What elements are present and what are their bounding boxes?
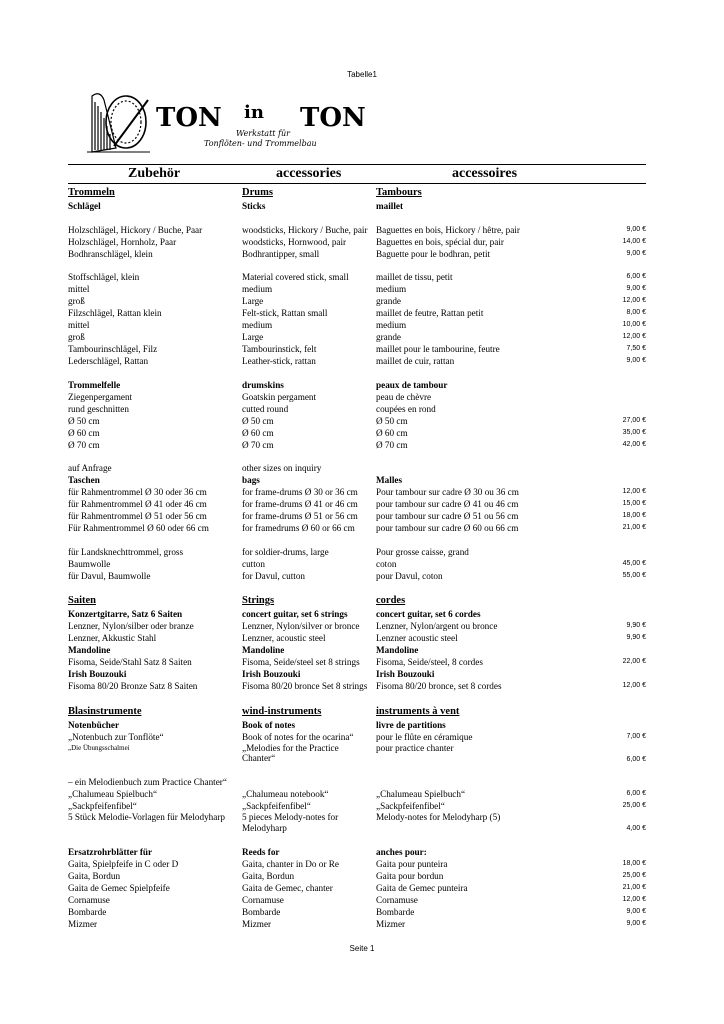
item-english: Book of notes [242,719,296,730]
table-row [68,486,646,498]
item-german: Lederschlägel, Rattan [68,356,149,366]
item-german: Gaita, Bordun [68,870,121,881]
item-german: mittel [68,320,90,330]
item-german: Cornamuse [68,894,110,905]
subheader-row [68,200,646,212]
item-english: Bombarde [242,906,281,917]
item-english: medium [242,284,273,294]
item-english: Drums [242,187,273,198]
item-price: 6,00 € [626,790,646,797]
item-german: Schlägel [68,201,101,211]
item-french: coton [376,558,397,569]
item-french: Gaita de Gemec punteira [376,882,468,893]
table-row [68,918,646,930]
item-french: Mandoline [376,645,419,655]
item-german: Fisoma 80/20 Bronze Satz 8 Saiten [68,681,198,691]
item-german: „Die Übungsschalmei [68,743,130,752]
item-english: Gaita, chanter in Do or Re [242,858,339,869]
item-english: Reeds for [242,846,280,857]
item-french: Ø 70 cm [376,439,408,450]
table-row [68,307,646,319]
item-german: Blasinstrumente [68,705,142,717]
table-row [68,632,646,644]
item-english: Lenzner, acoustic steel [242,633,326,643]
table-row [68,343,646,355]
item-french: maillet [376,201,404,211]
table-row [68,283,646,295]
subheader-row [68,379,646,391]
item-price: 21,00 € [622,883,646,891]
item-french: Ø 50 cm [376,415,408,426]
table-row [68,788,646,800]
table-row [68,620,646,632]
item-french: Ø 60 cm [376,427,408,438]
item-price: 18,00 € [622,859,646,867]
item-german: Irish Bouzouki [68,669,127,679]
item-price: 9,00 € [626,285,646,292]
item-german: Bodhranschlägel, klein [68,248,153,259]
item-german: Holzschlägel, Hornholz, Paar [68,236,177,247]
item-german: Ø 50 cm [68,415,100,426]
price-list [68,185,646,930]
item-french: Bombarde [376,906,415,917]
item-english: woodsticks, Hickory / Buche, pair [242,224,368,235]
item-english: Cornamuse [242,894,284,905]
item-french: maillet de feutre, Rattan petit [376,308,484,318]
item-french: pour le flûte en céramique [376,731,473,742]
subheader-row [68,474,646,486]
item-english: Goatskin pergament [242,391,317,402]
item-price: 14,00 € [622,237,646,245]
item-french: concert guitar, set 6 cordes [376,609,481,619]
table-row [68,295,646,307]
item-french: „Chalumeau Spielbuch“ [376,789,466,799]
item-english: wind-instruments [242,705,322,717]
item-english: Lenzner, Nylon/silver or bronce [242,621,360,631]
item-french: grande [376,296,401,306]
item-german: Taschen [68,475,100,485]
item-english: Strings [242,595,275,606]
table-row [68,403,646,415]
item-price: 15,00 € [622,500,646,507]
table-row [68,558,646,570]
item-english: other sizes on inquiry [242,463,322,473]
item-price: 12,00 € [622,333,646,340]
item-english: for frame-drums Ø 41 or 46 cm [242,499,358,509]
item-french: medium [376,284,407,294]
item-french: Pour tambour sur cadre Ø 30 ou 36 cm [376,487,519,497]
item-price: 12,00 € [622,895,646,903]
item-price: 22,00 € [622,658,646,665]
item-german: auf Anfrage [68,463,112,473]
item-german: rund geschnitten [68,403,129,414]
table-row [68,236,646,248]
item-price: 6,00 € [626,273,646,280]
item-english: „Melodies for the Practice Chanter“ [242,742,339,763]
ton-in-ton-logo [86,88,366,154]
item-german: für Rahmentrommel Ø 30 oder 36 cm [68,487,207,497]
item-english: Ø 60 cm [242,427,274,438]
item-french: livre de partitions [376,719,446,730]
table-row [68,271,646,283]
item-french: Gaita pour punteira [376,858,448,869]
item-french: Tambours [376,187,422,198]
table-row [68,248,646,260]
item-french: peaux de tambour [376,379,448,390]
item-french: Lenzner acoustic steel [376,633,458,643]
item-german: Baumwolle [68,558,111,569]
item-french: Pour grosse caisse, grand [376,546,469,557]
table-row [68,319,646,331]
item-german: Trommeln [68,187,115,198]
table-row [68,331,646,343]
item-french: Mizmer [376,918,406,929]
table-row [68,680,646,692]
item-german: „Notenbuch zur Tonflöte“ [68,731,164,742]
item-german: Gaita, Spielpfeife in C oder D [68,858,179,869]
item-price: 8,00 € [626,309,646,316]
item-german: Fisoma, Seide/Stahl Satz 8 Saiten [68,657,192,667]
item-german: 5 Stück Melodie-Vorlagen für Melodyharp [68,812,226,822]
item-english: Felt-stick, Rattan small [242,308,328,318]
item-german: für Rahmentrommel Ø 51 oder 56 cm [68,511,207,521]
item-price: 9,00 € [626,357,646,364]
item-french: grande [376,332,401,342]
item-german: Ø 70 cm [68,439,100,450]
item-french: Baguettes en bois, Hickory / hêtre, pair [376,224,520,235]
item-price: 9,90 € [626,622,646,629]
table-row [68,800,646,812]
table-row [68,415,646,427]
item-french: maillet de cuir, rattan [376,356,455,366]
item-french: pour tambour sur cadre Ø 51 ou 56 cm [376,511,519,521]
item-french: Melody-notes for Melodyharp (5) [376,812,501,822]
bottom-rule [68,183,646,184]
item-price: 45,00 € [622,559,646,567]
table-row [68,546,646,558]
column-titles [68,166,646,184]
item-price: 12,00 € [622,488,646,495]
item-french: pour Davul, coton [376,570,443,581]
item-price: 18,00 € [622,512,646,519]
table-row [68,427,646,439]
table-row [68,776,646,788]
item-german: groß [68,332,85,342]
spacer-row [68,367,646,379]
title-english: accessories [276,166,342,181]
item-french: pour tambour sur cadre Ø 41 ou 46 cm [376,499,519,509]
page-footer: Seite 1 [349,944,375,953]
item-english: Sticks [242,201,266,211]
item-price: 25,00 € [622,802,646,809]
table-row [68,894,646,906]
spacer-row [68,212,646,224]
item-english: Ø 50 cm [242,415,274,426]
section-header-row [68,704,646,719]
item-german: „Sackpfeifenfibel“ [68,801,137,811]
spacer-row [68,260,646,272]
spacer-row [68,451,646,463]
item-german: Trommelfelle [68,379,121,390]
subheader-row [68,719,646,731]
table-row [68,656,646,668]
item-english: „Sackpfeifenfibel“ [242,801,311,811]
item-german: Holzschlägel, Hickory / Buche, Paar [68,224,203,235]
item-english: for Davul, cutton [242,570,306,581]
item-price: 9,00 € [626,249,646,257]
spacer-row [68,834,646,846]
item-english: Tambourinstick, felt [242,344,317,354]
item-price: 42,00 € [622,440,646,448]
table-row [68,882,646,894]
item-english: Large [242,332,264,342]
item-english: Irish Bouzouki [242,669,301,679]
table-row [68,570,646,582]
item-english: 5 pieces Melody-notes for Melodyharp [242,812,339,833]
table-row [68,522,646,534]
sheet-header: Tabelle1 [347,70,377,79]
item-french: maillet pour le tambourine, feutre [376,344,500,354]
item-price: 7,00 € [626,732,646,740]
item-german: Bombarde [68,906,107,917]
item-english: Ø 70 cm [242,439,274,450]
item-german: Notenbücher [68,719,120,730]
item-german: Saiten [68,595,97,606]
table-row [68,391,646,403]
subheader-row [68,668,646,680]
item-german: – ein Melodienbuch zum Practice Chanter“ [68,777,227,787]
item-price: 21,00 € [622,524,646,531]
item-german: mittel [68,284,90,294]
logo-word-right: TON [300,103,366,133]
table-row [68,731,646,743]
spacer-row [68,692,646,704]
item-price: 9,00 € [626,919,646,927]
item-english: Gaita de Gemec, chanter [242,882,333,893]
logo-word-left: TON [156,103,222,133]
item-french: Baguette pour le bodhran, petit [376,248,491,259]
item-german: für Landsknechttrommel, gross [68,546,184,557]
item-english: cutton [242,558,265,569]
item-french: Gaita pour bordun [376,870,444,881]
table-row [68,743,646,765]
item-german: Stoffschlägel, klein [68,272,140,282]
item-english: „Chalumeau notebook“ [242,789,329,799]
item-price: 4,00 € [626,825,646,832]
item-german: für Rahmentrommel Ø 41 oder 46 cm [68,499,207,509]
table-row [68,906,646,918]
item-german: Ø 60 cm [68,427,100,438]
item-german: Lenzner, Akkustic Stahl [68,633,157,643]
item-price: 9,00 € [626,225,646,233]
item-german: Tambourinschlägel, Filz [68,344,158,354]
item-french: pour practice chanter [376,742,454,753]
item-german: Lenzner, Nylon/silber oder branze [68,621,194,631]
subheader-row [68,644,646,656]
item-price: 12,00 € [622,682,646,689]
item-german: „Chalumeau Spielbuch“ [68,789,158,799]
item-german: für Davul, Baumwolle [68,570,151,581]
item-price: 25,00 € [622,871,646,879]
item-english: woodsticks, Hornwood, pair [242,236,347,247]
item-english: bags [242,475,260,485]
item-french: „Sackpfeifenfibel“ [376,801,445,811]
item-english: Fisoma 80/20 bronce Set 8 strings [242,681,368,691]
item-price: 7,50 € [626,345,646,352]
item-price: 12,00 € [622,297,646,304]
item-english: concert guitar, set 6 strings [242,609,348,619]
item-english: for frame-drums Ø 30 or 36 cm [242,487,358,497]
item-german: Gaita de Gemec Spielpfeife [68,882,170,893]
table-row [68,224,646,236]
item-english: Bodhrantipper, small [242,248,320,259]
item-english: Gaita, Bordun [242,870,295,881]
item-french: instruments à vent [376,705,460,717]
item-french: Fisoma 80/20 bronce, set 8 cordes [376,681,502,691]
item-french: Baguettes en bois, spécial dur, pair [376,236,504,247]
subheader-row [68,608,646,620]
item-price: 27,00 € [622,416,646,424]
item-german: Für Rahmentrommel Ø 60 oder 66 cm [68,523,209,533]
spacer-row [68,765,646,777]
item-french: Fisoma, Seide/steel, 8 cordes [376,657,483,667]
logo-tagline-1: Werkstatt für [236,129,290,138]
item-german: groß [68,296,85,306]
spacer-row [68,582,646,594]
item-french: Cornamuse [376,894,418,905]
item-french: medium [376,320,407,330]
item-french: maillet de tissu, petit [376,272,453,282]
subheader-row [68,846,646,858]
item-french: anches pour: [376,846,427,857]
title-german: Zubehör [128,166,181,181]
item-french: Lenzner, Nylon/argent ou bronce [376,621,498,631]
item-french: coupées en rond [376,403,436,414]
item-english: Book of notes for the ocarina“ [242,731,354,742]
item-french: Malles [376,475,403,485]
item-english: for framedrums Ø 60 or 66 cm [242,523,355,533]
item-price: 35,00 € [622,428,646,436]
item-german: Filzschlägel, Rattan klein [68,308,162,318]
item-french: pour tambour sur cadre Ø 60 ou 66 cm [376,523,519,533]
table-row [68,498,646,510]
table-row [68,858,646,870]
item-german: Mandoline [68,645,111,655]
logo-word-mid: in [244,102,264,123]
item-english: Leather-stick, rattan [242,356,316,366]
item-french: Irish Bouzouki [376,669,435,679]
item-price: 10,00 € [622,321,646,328]
item-price: 9,00 € [626,907,646,915]
item-english: Mandoline [242,645,285,655]
table-row [68,439,646,451]
item-price: 6,00 € [626,755,646,763]
item-english: Mizmer [242,918,272,929]
item-price: 55,00 € [622,571,646,579]
table-row [68,510,646,522]
item-price: 9,90 € [626,634,646,641]
item-english: Large [242,296,264,306]
harp-drum-icon [87,94,150,152]
table-row [68,812,646,834]
item-german: Ziegenpergament [68,391,133,402]
section-header-row [68,593,646,608]
spacer-row [68,534,646,546]
table-row [68,870,646,882]
item-german: Mizmer [68,918,98,929]
logo-tagline-2: Tonflöten- und Trommelbau [204,139,317,148]
table-row [68,462,646,474]
item-english: for frame-drums Ø 51 or 56 cm [242,511,358,521]
item-german: Konzertgitarre, Satz 6 Saiten [68,609,183,619]
title-french: accessoires [452,166,518,181]
item-english: Material covered stick, small [242,272,349,282]
item-english: for soldier-drums, large [242,546,329,557]
top-rule [68,164,646,165]
item-english: drumskins [242,379,284,390]
item-english: cutted round [242,403,289,414]
item-french: cordes [376,595,406,606]
item-english: medium [242,320,273,330]
item-english: Fisoma, Seide/steel set 8 strings [242,657,360,667]
item-german: Ersatzrohrblätter für [68,846,153,857]
section-header-row [68,185,646,200]
table-row [68,355,646,367]
item-french: peau de chèvre [376,391,432,402]
